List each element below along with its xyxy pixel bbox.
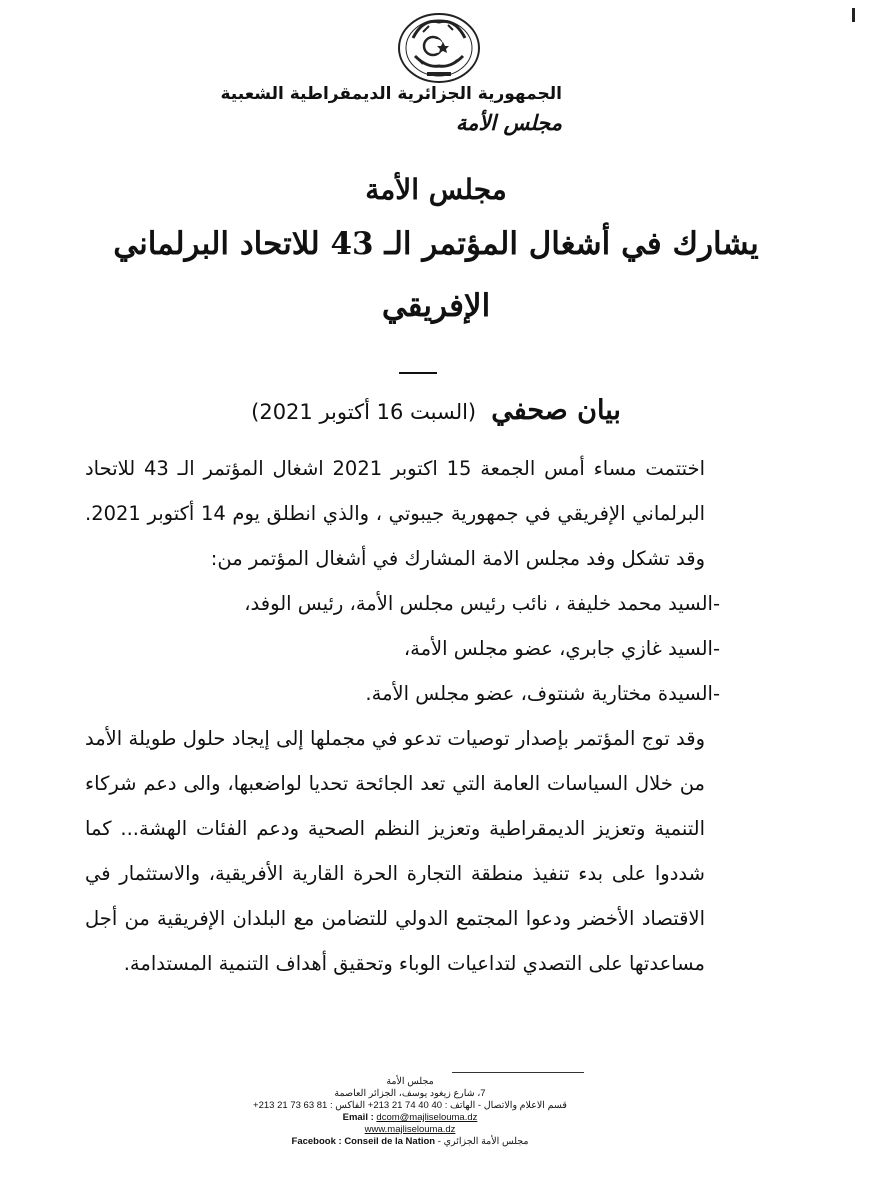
title-line-2: يشارك في أشغال المؤتمر الـ 43 للاتحاد البرلماني bbox=[113, 226, 759, 262]
footer bbox=[200, 1072, 620, 1148]
facebook-label[interactable]: Facebook : Conseil de la Nation bbox=[291, 1136, 436, 1147]
document-body bbox=[85, 446, 765, 986]
website-link[interactable]: www.majliselouma.dz bbox=[364, 1124, 456, 1135]
republic-name: الجمهورية الجزائرية الديمقراطية الشعبية bbox=[220, 84, 562, 104]
footer-divider bbox=[452, 1072, 584, 1073]
press-release-heading bbox=[0, 395, 872, 426]
delegation-member-3: -السيدة مختارية شنتوف، عضو مجلس الأمة. bbox=[365, 682, 720, 705]
facebook-arabic-name: - مجلس الأمة الجزائري bbox=[437, 1136, 529, 1147]
national-emblem-icon bbox=[393, 8, 485, 88]
press-release-label: بيان صحفي bbox=[491, 395, 621, 426]
council-name: مجلس الأمة bbox=[455, 110, 562, 135]
paragraph-2: وقد توج المؤتمر بإصدار توصيات تدعو في مجملها إلى إيجاد حلول طويلة الأمد من خلال السياسات العامة التي تعد الجائحة تحديا لواضعبها، والى دعم شركاء التنمية وتعزيز الديمقراطية وتعزيز النظم الصحية ودعم الفئات الهشة... كما شددوا على بدء تنفيذ منطقة التجارة الحرة القارية الأفريقية، والاستثمار في الاقتصاد الأخضر ودعوا المجتمع الدولي للتضامن مع البلدان الإفريقية من أجل مساعدتها على التصدي لتداعيات الوباء وتحقيق أهداف التنمية المستدامة. bbox=[85, 727, 705, 975]
email-link[interactable]: dcom@majliselouma.dz bbox=[376, 1112, 478, 1123]
email-label: Email : bbox=[342, 1112, 374, 1123]
footer-facebook-row bbox=[200, 1136, 620, 1148]
footer-email-row bbox=[200, 1112, 620, 1124]
footer-address: 7، شارع زيغود يوسف، الجزائر العاصمة bbox=[334, 1088, 486, 1099]
title-line-1: مجلس الأمة bbox=[365, 173, 507, 206]
title-line-3: الإفريقي bbox=[381, 288, 491, 324]
delegation-member-2: -السيد غازي جابري، عضو مجلس الأمة، bbox=[403, 637, 720, 660]
scan-mark bbox=[852, 8, 855, 22]
press-release-date: (السبت 16 أكتوبر 2021) bbox=[251, 400, 477, 424]
paragraph-1: اختتمت مساء أمس الجمعة 15 اكتوبر 2021 اشغال المؤتمر الـ 43 للاتحاد البرلماني الإفريقي في جمهورية جيبوتي ، والذي انطلق يوم 14 أكتوبر 2021. وقد تشكل وفد مجلس الامة المشارك في أشغال المؤتمر من: bbox=[85, 457, 705, 570]
footer-contact: قسم الاعلام والاتصال - الهاتف : 40 40 74 21 213+ الفاكس : 81 63 73 21 213+ bbox=[253, 1100, 567, 1111]
delegation-member-1: -السيد محمد خليفة ، نائب رئيس مجلس الأمة، رئيس الوفد، bbox=[244, 592, 720, 615]
title-separator bbox=[399, 372, 437, 374]
footer-org: مجلس الأمة bbox=[386, 1076, 434, 1087]
